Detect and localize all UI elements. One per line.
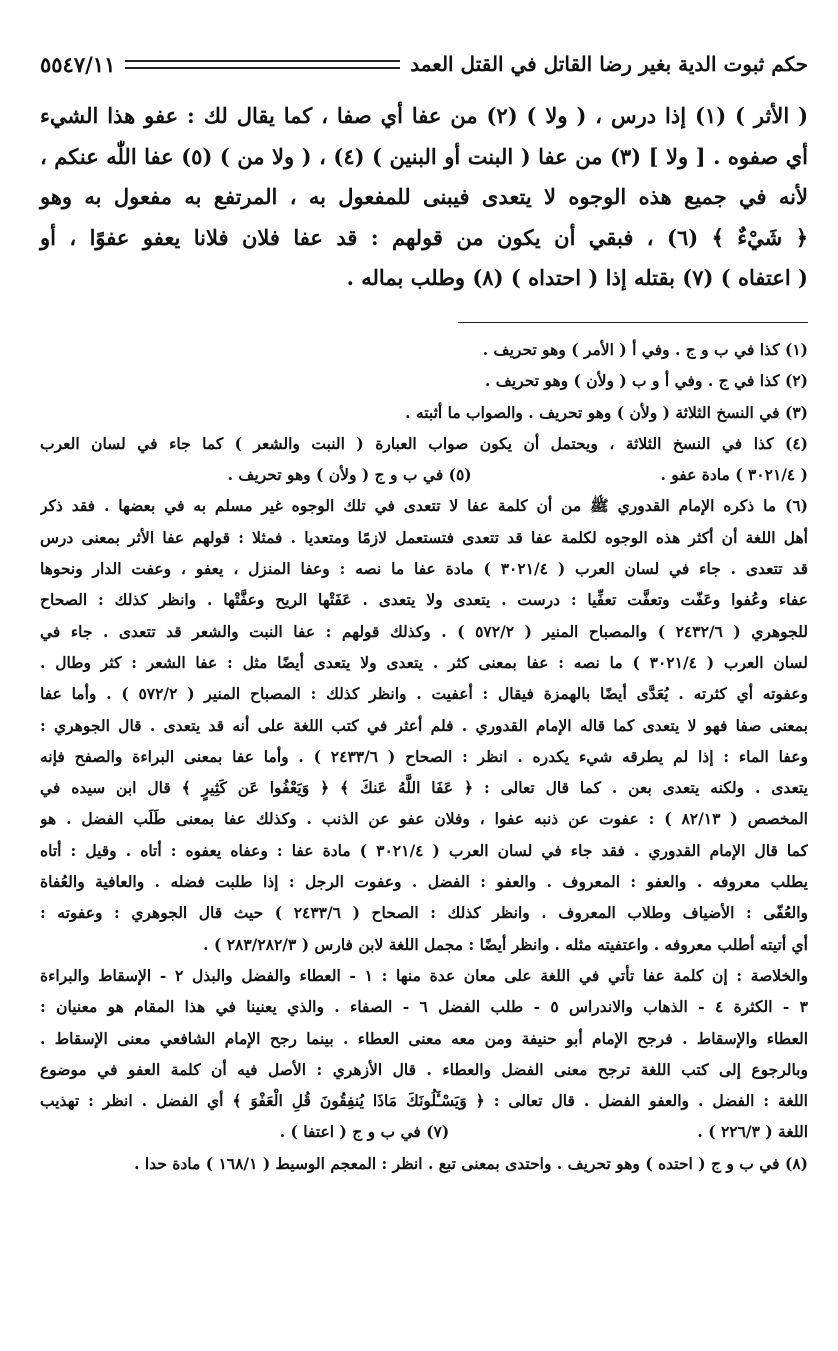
main-line: ﴿ شَيْءٌ ﴾ (٦) ، فبقي أن يكون من قولهم : قد عفا فلان فلانا يعفو عفوًا ، أو: [40, 224, 809, 250]
main-line: ( الأثر ) (١) إذا درس ، ( ولا ) (٢) من عفا أي صفا ، كما يقال لك : عفو هذا الشيء: [40, 103, 809, 128]
page-number: ٥٥٤٧/١١: [40, 51, 116, 77]
footnote-line: للجوهري ( ٢٤٣٢/٦ ) والمصباح المنير ( ٥٧٢/٢ ) . وكذلك قولهم : عفا النبت والشعر قد تتعدى . جاء في: [40, 621, 808, 641]
main-line: أي صفوه . [ ولا ] (٣) من عفا ( البنت أو البنين ) (٤) ، ( ولا من ) (٥) عفا اللّٰه عنكم ،: [40, 143, 808, 169]
footnote-line: المخصص ( ٨٢/١٣ ) : عفوت عن ذنبه عفوا ، وفلان عفو عن الذنب . وكذلك عفا بمعنى طَلَب الفضل . هو: [40, 809, 808, 829]
footnote-line: كما قال الإمام القدوري . فقد جاء في لسان العرب ( ٣٠٢١/٤ ) مادة عفا : وعفاه يعفوه : أتاه . وقيل : أتاه: [40, 840, 808, 860]
footnote-line: عفاء وعُفوا وعَفّت وتعفَّت تعفِّيا : درست . يتعدى ولا يتعدى . عَفَتْها الريح وعفَّتْها . وانظر كذلك : الصحاح: [40, 590, 808, 610]
footnote-line: والعُفّى : الأضياف وطلاب المعروف . وانظر كذلك : الصحاح ( ٢٤٣٣/٦ ) حيث قال الجوهري : وعفوته :: [40, 903, 808, 923]
footnote-line: اللغة : الفضل . والعفو الفضل . قال تعالى : ﴿ وَيَسْـَٔلُونَكَ مَاذَا يُنفِقُونَ قُلِ الْعَفْوَ ﴾ أي الفضل . انظر : تهذيب: [40, 1091, 808, 1111]
footnote-separator: [458, 322, 808, 323]
footnotes: [40, 334, 808, 1179]
running-header: [40, 44, 808, 84]
footnote-line: اللغة ( ٢٢٦/٣ ) . (٧) في ب و ج ( اعتفا ) .: [279, 1122, 808, 1142]
footnote-line: يتعدى . ولكنه يتعدى بعن . كما قال تعالى : ﴿ عَفَا اللَّهُ عَنكَ ﴾ ﴿ وَيَعْفُوا عَن كَثِيرٍ ﴾ قال ابن سيده في: [40, 778, 808, 798]
main-line: لأنه في جميع هذه الوجوه لا يتعدى فيبنى للمفعول به ، المرتفع به مفعول به وهو: [40, 184, 808, 210]
main-line: ( اعتفاه ) (٧) بقتله إذا ( احتداه ) (٨) وطلب بماله .: [346, 265, 808, 291]
footnote-line: ( ٣٠٢١/٤ ) مادة عفو . (٥) في ب و ج ( ولأن ) وهو تحريف .: [227, 465, 808, 485]
footnote-line: والخلاصة : إن كلمة عفا تأتي في اللغة على معان عدة منها : ١ - العطاء والفضل والبذل ٢ - الإسقاط والبراءة: [40, 965, 808, 985]
footnote-line: (١) كذا في ب و ج . وفي أ ( الأمر ) وهو تحريف .: [482, 340, 808, 359]
footnote-line: (٨) في ب و ج ( احتده ) وهو تحريف . واحتدى بمعنى تبع . انظر : المعجم الوسيط ( ١٦٨/١ ) مادة حدا .: [134, 1153, 808, 1173]
main-text: [40, 96, 808, 299]
footnote-line: العطاء والإسقاط . فرجح الإمام أبو حنيفة ومن معه معنى العطاء . بينما رجح الإمام الشافعي معنى الإسقاط .: [40, 1028, 808, 1048]
footnote-line: (٦) ما ذكره الإمام القدوري ﷺ من أن كلمة عفا لا تتعدى في تلك الوجوه غير مسلم به في بعضها . فقد ذكر: [40, 496, 808, 516]
header-rule: [125, 60, 400, 69]
footnote-line: وعفا الماء : إذا لم يطرقه شيء يكدره . انظر : الصحاح ( ٢٤٣٣/٦ ) . وأما عفا بمعنى البراءة والصفح فإنه: [40, 746, 808, 766]
footnote-line: أهل اللغة أن أكثر هذه الوجوه لكلمة عفا قد تتعدى فتستعمل لازمًا ومتعديا . فمثلا : قولهم عفا الأثر بمعنى درس: [40, 527, 808, 547]
footnote-line: (٤) كذا في النسخ الثلاثة ، ويحتمل أن يكون صواب العبارة ( النبت والشعر ) كما جاء في لسان العرب: [40, 433, 808, 453]
footnote-line: وعفوته أي كثرته . يُعَدَّى أيضًا بالهمزة فيقال : أعفيت . وانظر كذلك : المصباح المنير ( ٥٧٢/٢ ) . وأما عفا: [40, 684, 808, 704]
footnote-line: (٣) في النسخ الثلاثة ( ولأن ) وهو تحريف . والصواب ما أثبته .: [405, 402, 808, 422]
footnote-line: (٢) كذا في ج . وفي أ و ب ( ولأن ) وهو تحريف .: [485, 371, 808, 391]
footnote-line: لسان العرب ( ٣٠٢١/٤ ) ما نصه : عفا بمعنى كثر . يتعدى ولا يتعدى أيضًا مثل : عفا الشعر : كثر وطال .: [40, 652, 808, 672]
footnote-line: ٣ - الكثرة ٤ - الذهاب والاندراس ٥ - طلب الفضل ٦ - الصفاء . والذي يعنينا في هذا المقام هو معنيان :: [40, 997, 808, 1017]
footnote-line: يطلب معروفه . والعفو : المعروف . والعفو : الفضل . وعفوت الرجل : إذا طلبت فضله . والعافية والعُفاة: [40, 872, 808, 892]
footnote-line: أي أتيته أطلب معروفه . واعتفيته مثله . وانظر أيضًا : مجمل اللغة لابن فارس ( ٢٨٣/٢٨٢/٣ ) .: [203, 934, 808, 954]
header-title: حكم ثبوت الدية بغير رضا القاتل في القتل العمد: [410, 52, 808, 76]
footnote-line: بمعنى صفا فهو لا يتعدى كما قاله الإمام القدوري . فلم أعثر في كتب اللغة على أنه قد يتعدى . قال الجوهري :: [40, 715, 808, 735]
footnote-line: قد تتعدى . جاء في لسان العرب ( ٣٠٢١/٤ ) مادة عفا ما نصه : وعفا المنزل ، يعفو ، وعفت الدار ونحوها: [40, 559, 808, 579]
footnote-line: وبالرجوع إلى كتب اللغة ترجح معنى الفضل والعطاء . قال الأزهري : الأصل فيه أن كلمة العفو في موضوع: [40, 1059, 808, 1079]
